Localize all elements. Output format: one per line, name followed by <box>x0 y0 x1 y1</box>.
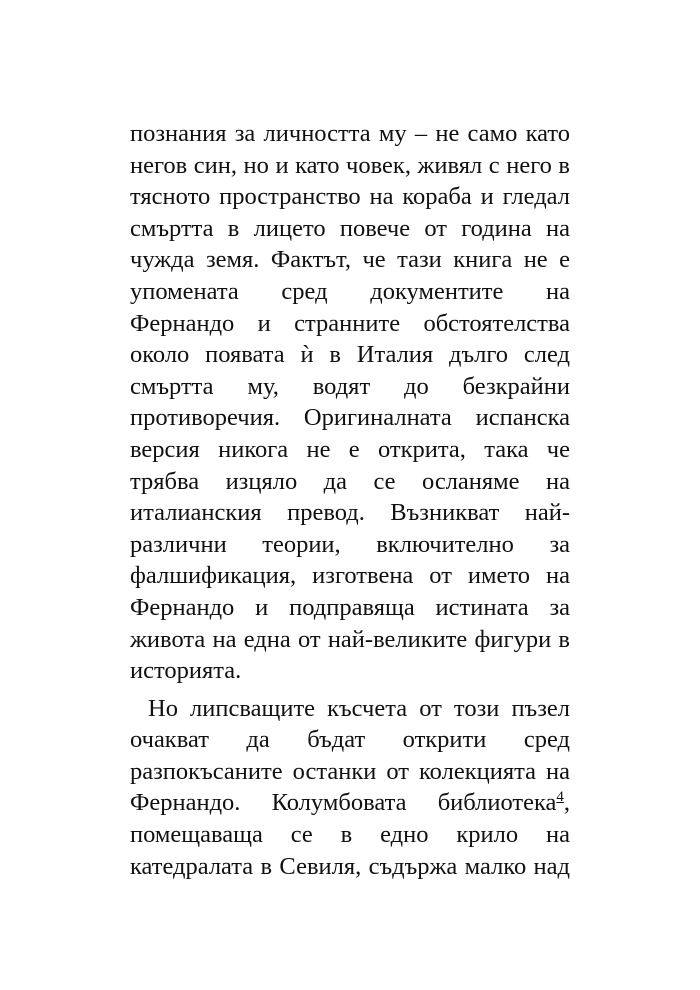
text-line: Фернандо и подправяща истината за <box>130 593 570 621</box>
text-line: трябва изцяло да се осланяме на <box>130 467 570 495</box>
text-line: противоречия. Оригиналната испанска <box>130 404 570 432</box>
text-line: смъртта му, водят до безкрайни <box>130 372 570 400</box>
text-line-with-footnote <box>130 787 570 819</box>
text-line: различни теории, включително за <box>130 530 570 558</box>
footnote-ref-link[interactable]: 4 <box>556 789 564 806</box>
text-line: живота на една от най-великите фигури в <box>130 625 570 653</box>
text-line: смъртта в лицето повече от година на <box>130 214 570 242</box>
text-line: чужда земя. Фактът, че тази книга не е <box>130 246 570 274</box>
text-line: тясното пространство на кораба и гледал <box>130 183 570 211</box>
text-line: катедралата в Севиля, съдържа малко над <box>130 852 570 880</box>
text-line: негов син, но и като човек, живял с него в <box>130 151 570 179</box>
body-text <box>130 118 570 882</box>
text-line: Фернандо и странните обстоятелства <box>130 309 570 337</box>
text-line: около появата ѝ в Италия дълго след <box>130 341 570 369</box>
text-line: очакват да бъдат открити сред <box>130 726 570 754</box>
text-line: упомената сред документите на <box>130 277 570 305</box>
text-line: разпокъсаните останки от колекцията на <box>130 757 570 785</box>
text-line: помещаваща се в едно крило на <box>130 821 570 849</box>
text-line: италианския превод. Възникват най- <box>130 499 570 527</box>
text-line: версия никога не е открита, така че <box>130 435 570 463</box>
footnote-trailing-comma: , <box>563 789 570 817</box>
text-line: фалшификация, изготвена от името на <box>130 562 570 590</box>
paragraph-1 <box>130 118 570 687</box>
text-line: познания за личността му – не само като <box>130 120 570 147</box>
text-line-indented: Но липсващите късчета от този пъзел <box>148 694 570 722</box>
text-segment: Фернандо. Колумбовата библиотека <box>130 789 557 817</box>
paragraph-2 <box>130 693 570 883</box>
text-line-last: историята. <box>130 657 242 685</box>
